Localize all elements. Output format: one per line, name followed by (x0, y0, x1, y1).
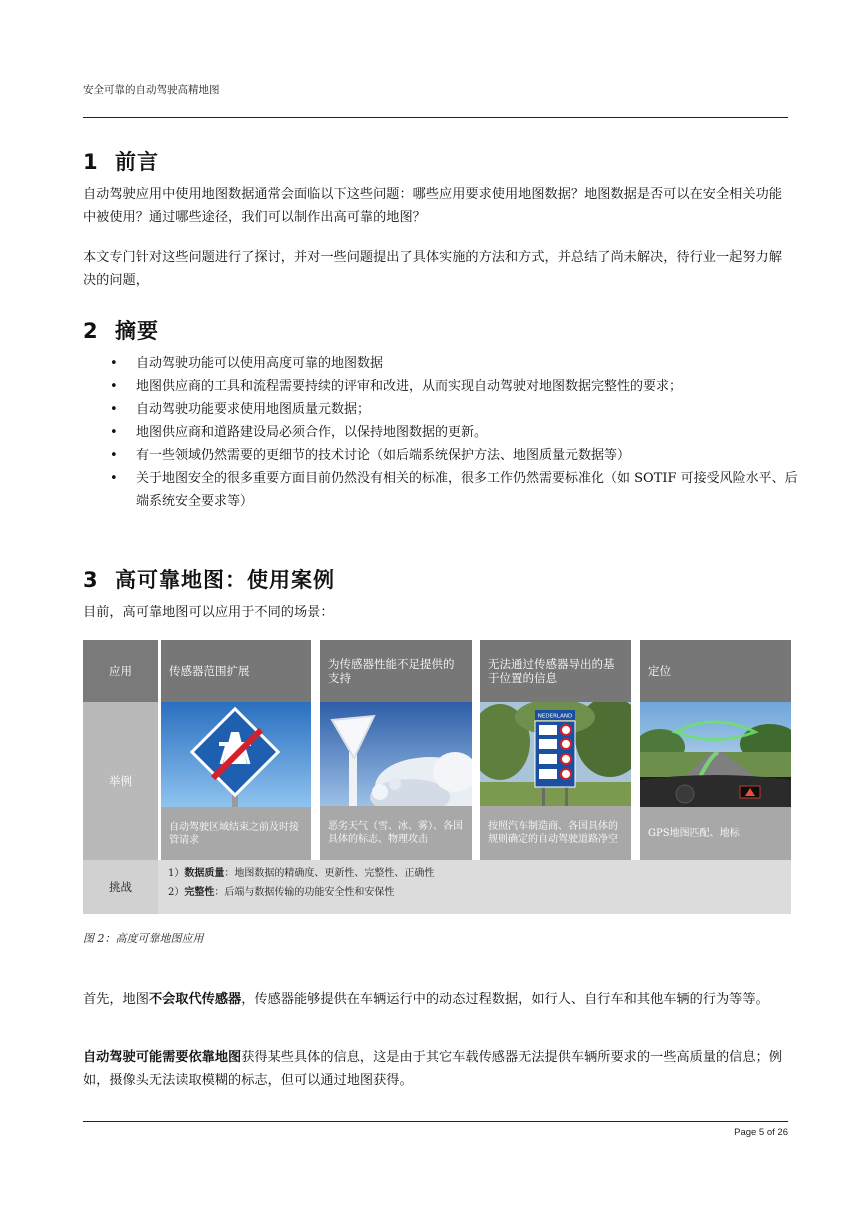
row-label-challenge: 挑战 (83, 860, 158, 914)
section-1-paragraph-1: 自动驾驶应用中使用地图数据通常会面临以下这些问题：哪些应用要求使用地图数据？地图数据是否可以在安全相关功能中被使用？通过哪些途径，我们可以制作出高可靠的地图？ (83, 187, 782, 225)
section-1-paragraph-2: 本文专门针对这些问题进行了探讨，并对一些问题提出了具体实施的方法和方式，并总结了尚未解决，待行业一起努力解决的问题， (83, 250, 782, 288)
bullet-item: • 地图供应商的工具和流程需要持续的评审和改进，从而实现自动驾驶对地图数据完整性的要求； (108, 375, 798, 398)
section-3-number: 3 (83, 568, 99, 592)
column-header: 为传感器性能不足提供的支持 (320, 640, 472, 702)
localization-road-image (640, 702, 791, 807)
section-2-heading (83, 315, 159, 345)
page-number: Page 5 of 26 (734, 1127, 788, 1138)
bullet-item: • 地图供应商和道路建设局必须合作，以保持地图数据的更新。 (108, 421, 798, 444)
figure-caption: 图 2：高度可靠地图应用 (83, 932, 204, 945)
example-caption: GPS地图匹配、地标 (640, 807, 791, 860)
example-caption: 恶劣天气（雪、冰、雾）、各国具体的标志、物理攻击 (320, 806, 472, 860)
bullet-item: • 关于地图安全的很多重要方面目前仍然没有相关的标准，很多工作仍然需要标准化（如 SOTIF 可接受风险水平、后端系统安全要求等） (108, 467, 798, 513)
snow-covered-sign-image (320, 702, 472, 806)
example-caption: 按照汽车制造商、各国具体的规则确定的自动驾驶道路净空 (480, 806, 631, 860)
challenge-item: 1）数据质量：地图数据的精确度、更新性、完整性、正确性 (168, 868, 435, 879)
footer-rule (83, 1121, 788, 1122)
section-1-number: 1 (83, 150, 99, 174)
challenge-list (158, 860, 791, 914)
autobahn-end-sign-image (161, 702, 311, 807)
running-header: 安全可靠的自动驾驶高精地图 (83, 84, 220, 96)
closing-paragraph-1: 首先，地图不会取代传感器，传感器能够提供在车辆运行中的动态过程数据，如行人、自行车和其他车辆的行为等等。 (83, 992, 769, 1007)
section-3-heading (83, 564, 335, 594)
row-label-example: 举例 (83, 702, 158, 860)
example-caption: 自动驾驶区域结束之前及时接管请求 (161, 807, 311, 860)
section-2-number: 2 (83, 319, 99, 343)
challenge-item: 2）完整性：后端与数据传输的功能安全性和安保性 (168, 887, 395, 898)
bullet-item: • 有一些领域仍然需要的更细节的技术讨论（如后端系统保护方法、地图质量元数据等） (108, 444, 798, 467)
column-header: 无法通过传感器导出的基于位置的信息 (480, 640, 631, 702)
header-rule (83, 117, 788, 118)
section-1-heading (83, 146, 159, 176)
bullet-item: • 自动驾驶功能可以使用高度可靠的地图数据 (108, 352, 798, 375)
column-header: 定位 (640, 640, 791, 702)
column-header: 传感器范围扩展 (161, 640, 311, 702)
section-2-title: 摘要 (115, 319, 159, 343)
summary-bullet-list (108, 352, 798, 513)
border-sign-image (480, 702, 631, 806)
section-1-title: 前言 (115, 150, 159, 174)
border-sign-text: NEDERLAND (537, 713, 573, 720)
bullet-item: • 自动驾驶功能要求使用地图质量元数据； (108, 398, 798, 421)
section-3-intro: 目前，高可靠地图可以应用于不同的场景： (83, 605, 334, 620)
use-case-figure (83, 640, 791, 914)
row-label-application: 应用 (83, 640, 158, 702)
closing-paragraph-2: 自动驾驶可能需要依靠地图获得某些具体的信息，这是由于其它车载传感器无法提供车辆所要求的一些高质量的信息；例如，摄像头无法读取模糊的标志，但可以通过地图获得。 (83, 1050, 782, 1088)
section-3-title: 高可靠地图：使用案例 (115, 568, 335, 592)
